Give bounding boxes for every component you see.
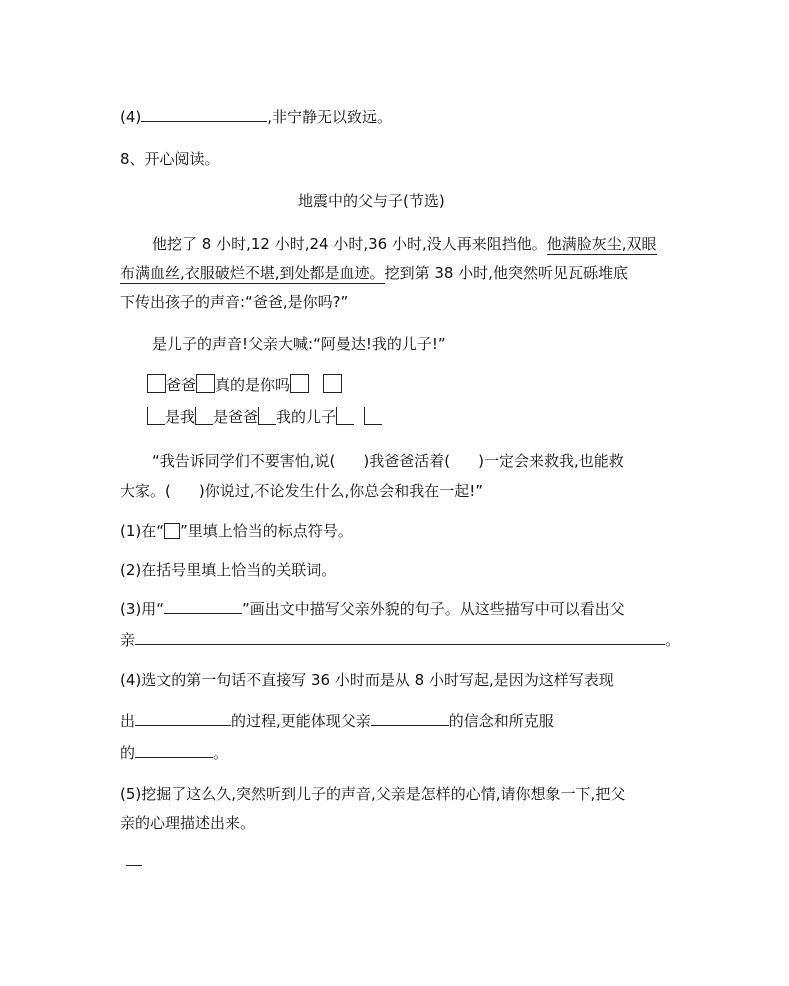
q7-4-suffix: ,非宁静无以致远。 xyxy=(267,108,393,126)
question-4-line2 xyxy=(120,710,554,732)
q1-text-b: ”里填上恰当的标点符号。 xyxy=(180,522,353,540)
punct-box[interactable] xyxy=(258,407,276,425)
p3-text-d: 大家。( xyxy=(120,482,171,500)
q7-item-4 xyxy=(120,106,392,128)
punct-box[interactable] xyxy=(336,407,354,425)
q4-blank-3[interactable] xyxy=(135,742,213,758)
q4-blank-1[interactable] xyxy=(135,710,231,726)
dialogue-text: 我的儿子 xyxy=(276,408,337,426)
punct-box-sample xyxy=(164,523,180,539)
dialogue-text: 是我 xyxy=(165,408,196,426)
q3-text-c: 亲 xyxy=(120,631,136,649)
p1-underlined-c: 到处都是血迹。 xyxy=(279,264,385,282)
answer-line-start[interactable] xyxy=(126,865,142,866)
passage-p3-line2 xyxy=(120,480,483,502)
p3-text-b: )我爸爸活着( xyxy=(363,452,451,470)
question-3-line2 xyxy=(120,629,680,651)
p1-underlined-a: 他满脸灰尘,双眼 xyxy=(546,235,657,253)
dialogue-line-2 xyxy=(147,406,382,428)
q4-text-c: 的信念和所克服 xyxy=(448,712,554,730)
punct-box[interactable] xyxy=(323,374,342,393)
punct-box[interactable] xyxy=(147,374,166,393)
p3-text-e: )你说过,不论发生什么,你总会和我在一起!” xyxy=(198,482,484,500)
q3-answer-blank[interactable] xyxy=(135,629,665,645)
passage-p3-line1 xyxy=(152,450,624,472)
q3-text-a: (3)用“ xyxy=(120,600,165,618)
punct-box[interactable] xyxy=(290,374,309,393)
p3-text-a: “我告诉同学们不要害怕,说( xyxy=(152,452,336,470)
dialogue-text: 真的是你吗 xyxy=(215,376,291,394)
q3-text-d: 。 xyxy=(665,631,681,649)
q4-text-a: 出 xyxy=(120,712,136,730)
passage-p1-line2 xyxy=(120,262,628,284)
question-4-line3 xyxy=(120,742,228,764)
q4-blank-2[interactable] xyxy=(371,710,449,726)
question-2: (2)在括号里填上恰当的关联词。 xyxy=(120,561,337,579)
punct-box[interactable] xyxy=(147,407,165,425)
dialogue-line-1 xyxy=(147,374,342,396)
punct-box[interactable] xyxy=(364,407,382,425)
p1-underlined-b: 布满血丝,衣服破烂不堪, xyxy=(120,264,280,282)
punct-box[interactable] xyxy=(195,407,213,425)
p3-text-c: )一定会来救我,也能救 xyxy=(478,452,624,470)
q8-heading: 8、开心阅读。 xyxy=(120,150,220,168)
q4-text-b: 的过程,更能体现父亲 xyxy=(231,712,371,730)
passage-p1-line3: 下传出孩子的声音:“爸爸,是你吗?” xyxy=(120,293,349,311)
q7-4-prefix: (4) xyxy=(120,108,142,126)
q4-text-d: 的 xyxy=(120,744,136,762)
dialogue-text: 是爸爸 xyxy=(213,408,259,426)
p1-text-b: 挖到第 38 小时,他突然听见瓦砾堆底 xyxy=(384,264,628,282)
p1-text-a: 他挖了 8 小时,12 小时,24 小时,36 小时,没人再来阻挡他。 xyxy=(152,235,547,253)
question-5-line1: (5)挖掘了这么久,突然听到儿子的声音,父亲是怎样的心情,请你想象一下,把父 xyxy=(120,785,626,803)
q3-underline-sample xyxy=(164,598,242,614)
dialogue-text: 爸爸 xyxy=(166,376,197,394)
question-3-line1 xyxy=(120,598,625,620)
q3-text-b: ”画出文中描写父亲外貌的句子。从这些描写中可以看出父 xyxy=(242,600,625,618)
question-4-line1: (4)选文的第一句话不直接写 36 小时而是从 8 小时写起,是因为这样写表现 xyxy=(120,671,614,689)
q1-text-a: (1)在“ xyxy=(120,522,165,540)
question-5-line2: 亲的心理描述出来。 xyxy=(120,814,256,832)
passage-p2: 是儿子的声音!父亲大喊:“阿曼达!我的儿子!” xyxy=(152,335,446,353)
q7-4-blank[interactable] xyxy=(141,106,267,122)
question-1 xyxy=(120,520,353,542)
q4-text-e: 。 xyxy=(213,744,229,762)
passage-title: 地震中的父与子(节选) xyxy=(298,192,445,210)
passage-p1-line1 xyxy=(152,233,657,255)
punct-box[interactable] xyxy=(196,374,215,393)
